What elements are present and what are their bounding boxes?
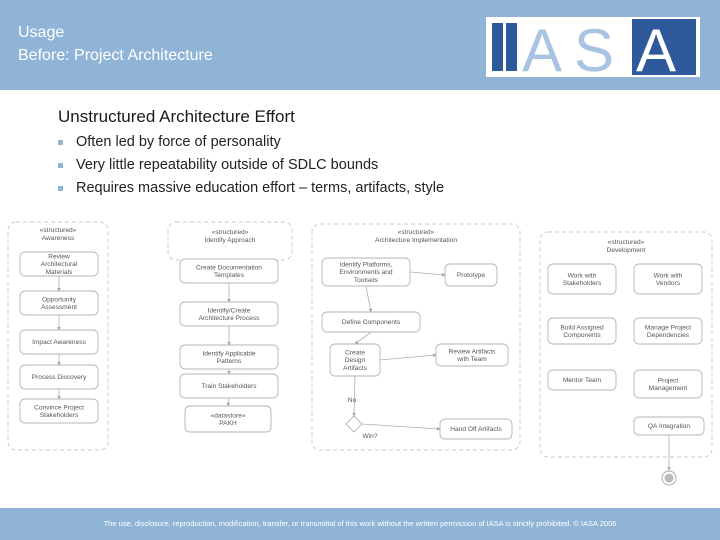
bullet-square-icon [58,163,63,168]
activity-node [322,312,420,332]
activity-node-label: Define Components [341,319,401,327]
activity-node [634,370,702,398]
activity-node-label: Mentor Team [562,377,602,385]
flow-edge [380,355,436,360]
activity-node-label: Opportunity Assessment [41,296,77,311]
activity-node [436,344,508,366]
activity-node-label: QA Integration [647,423,691,431]
activity-node [180,302,278,326]
decision-label-no: No [347,397,357,404]
activity-node [548,370,616,390]
svg-text:A: A [636,17,677,77]
activity-node [180,345,278,369]
activity-node-label: Work with Stakeholders [562,272,602,287]
swimlane-stereotype: «structured» [607,239,645,246]
activity-node [634,417,704,435]
slide-footer [0,508,720,540]
swimlane-header [205,229,256,244]
datastore-node [185,406,271,432]
activity-node [548,264,616,294]
activity-node-label: Process Discovery [31,374,87,382]
activity-node [180,259,278,283]
activity-node-label: Identify Platforms, Environments and Toolsets [339,261,393,284]
activity-node-label: Convince Project Stakeholders [34,404,84,419]
activity-node-label: Train Stakeholders [201,383,257,391]
swimlane-title: Architecture Implementation [374,237,458,244]
activity-node-label: Prototype [456,272,486,280]
swimlane-title: Identify Approach [204,237,256,244]
datastore-node-label: «datastore» PAKH [210,412,246,427]
activity-node [548,318,616,344]
svg-text:A: A [522,17,563,77]
swimlane-header [40,227,77,242]
activity-node [180,374,278,398]
activity-node [440,419,512,439]
bullet-square-icon [58,140,63,145]
bullet-list [58,131,444,200]
bullet-item: Often led by force of personality [58,131,444,154]
activity-node [20,330,98,354]
activity-node-label: Identify/Create Architecture Process [198,307,260,322]
flow-edge [355,332,371,344]
activity-node-label: Create Design Artifacts [343,349,367,372]
flow-edge [354,376,355,416]
flow-edge [366,286,371,312]
copyright-notice: The use, disclosure, reproduction, modification, transfer, or transmittal of this work without the written permission of IASA is strictly prohibited. © IASA 2006 [103,519,617,528]
activity-node-label: Review Architectural Materials [40,253,78,276]
activity-node [20,399,98,423]
bullet-square-icon [58,186,63,191]
swimlane-title: Development [606,247,646,254]
activity-node [445,264,497,286]
activity-node [20,291,98,315]
activity-node-label: Hand Off Artifacts [450,426,502,434]
final-node [662,471,676,485]
section-heading: Unstructured Architecture Effort [58,107,295,126]
activity-node-label: Review Artifacts with Team [448,348,496,363]
swimlane-stereotype: «structured» [211,229,249,236]
activity-node-label: Work with Vendors [653,272,683,287]
activity-node-label: Project Management [648,377,688,392]
activity-node-label: Build Assigned Components [560,324,604,339]
flow-edge [362,424,440,429]
activity-node [634,264,702,294]
swimlane-stereotype: «structured» [39,227,77,234]
svg-text:S: S [574,17,615,77]
iasa-logo [486,17,700,77]
activity-node [20,252,98,276]
header-title: Usage [18,24,65,41]
decision-label-win: Win? [362,433,378,440]
activity-node-label: Impact Awareness [32,339,86,347]
decision-node [346,416,362,432]
header-subtitle: Before: Project Architecture [18,47,213,64]
architecture-activity-diagram [0,212,720,508]
activity-node [322,258,410,286]
swimlane-header [375,229,457,244]
activity-node [20,365,98,389]
swimlane-stereotype: «structured» [397,229,435,236]
activity-node [330,344,380,376]
swimlane-title: Awareness [41,235,75,242]
flow-edge [410,272,445,275]
activity-node-label: Identify Applicable Patterns [202,350,256,365]
slide-header [0,0,720,90]
swimlane-header [607,239,646,254]
bullet-item: Very little repeatability outside of SDLC bounds [58,154,444,177]
bullet-item: Requires massive education effort – terms, artifacts, style [58,177,444,200]
activity-node-label: Manage Project Dependencies [644,324,692,339]
flow-edge [228,398,229,406]
activity-node-label: Create Documentation Templates [196,264,262,279]
activity-node [634,318,702,344]
